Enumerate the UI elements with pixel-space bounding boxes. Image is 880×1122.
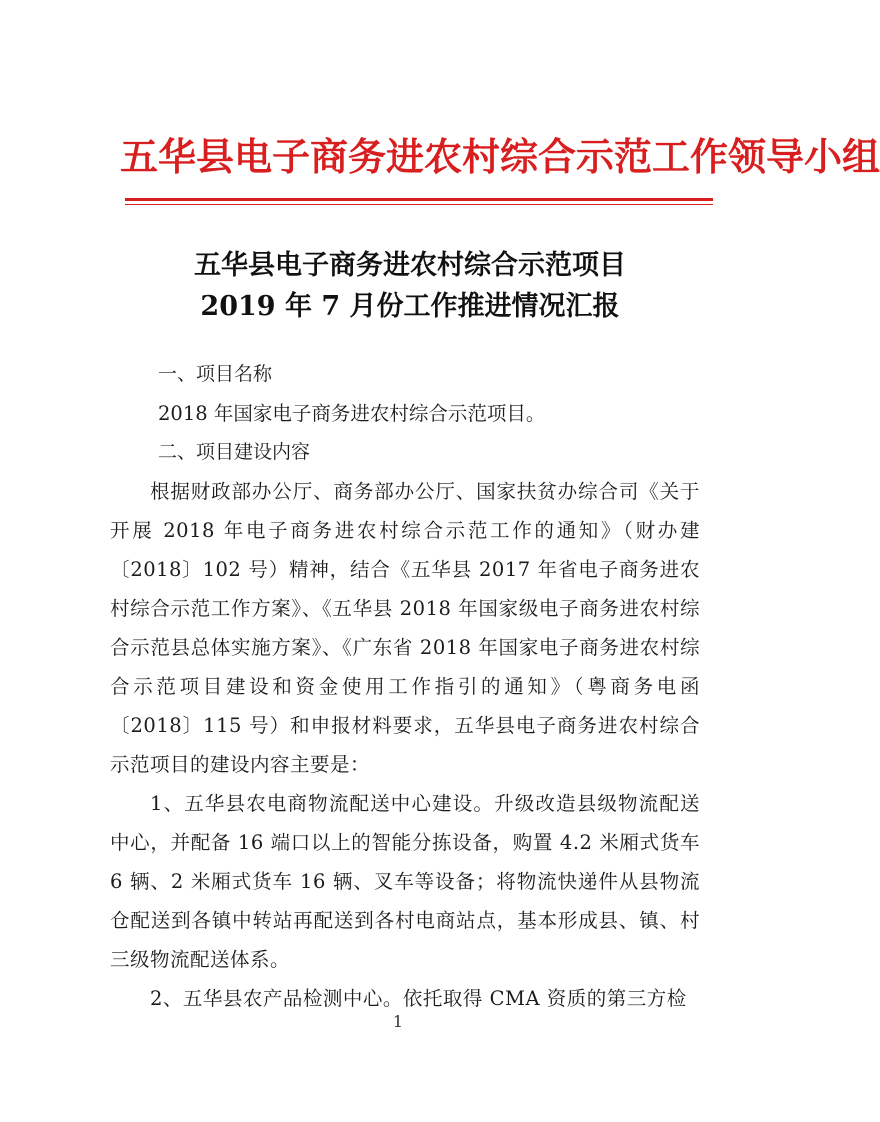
section-1-text: 2018 年国家电子商务进农村综合示范项目。	[158, 402, 546, 425]
document-body	[110, 355, 700, 1018]
document-title-line-2: 2019 年 7 月份工作推进情况汇报	[200, 291, 620, 322]
section-2-heading: 二、项目建设内容	[158, 441, 311, 463]
list-item-1: 1、五华县农电商物流配送中心建设。升级改造县级物流配送中心，并配备 16 端口以上的智能分拣设备，购置 4.2 米厢式货车 6 辆、2 米厢式货车 16 辆、叉车等设备；将物流快递件从县物流仓配送到各镇中转站再配送到各村电商站点，基本形成县、镇、村三级物流配送体系。	[110, 792, 700, 971]
section-2-paragraph: 根据财政部办公厅、商务部办公厅、国家扶贫办综合司《关于开展 2018 年电子商务进农村综合示范工作的通知》（财办建〔2018〕102 号）精神，结合《五华县 2017 年省电子商务进农村综合示范工作方案》、《五华县 2018 年国家级电子商务进农村综合示范县总体实施方案》、《广东省 2018 年国家电子商务进农村综合示范项目建设和资金使用工作指引的通知》（粤商务电函〔2018〕115 号）和申报材料要求，五华县电子商务进农村综合示范项目的建设内容主要是：	[110, 480, 700, 776]
document-title-line-1: 五华县电子商务进农村综合示范项目	[194, 250, 626, 281]
letterhead-rule-thick	[125, 198, 713, 201]
letterhead-rule-thin	[125, 204, 713, 205]
list-item-2: 2、五华县农产品检测中心。依托取得 CMA 资质的第三方检	[150, 987, 687, 1010]
letterhead-title: 五华县电子商务进农村综合示范工作领导小组	[120, 134, 880, 179]
section-1-heading: 一、项目名称	[158, 363, 273, 385]
page-number: 1	[392, 1012, 404, 1031]
